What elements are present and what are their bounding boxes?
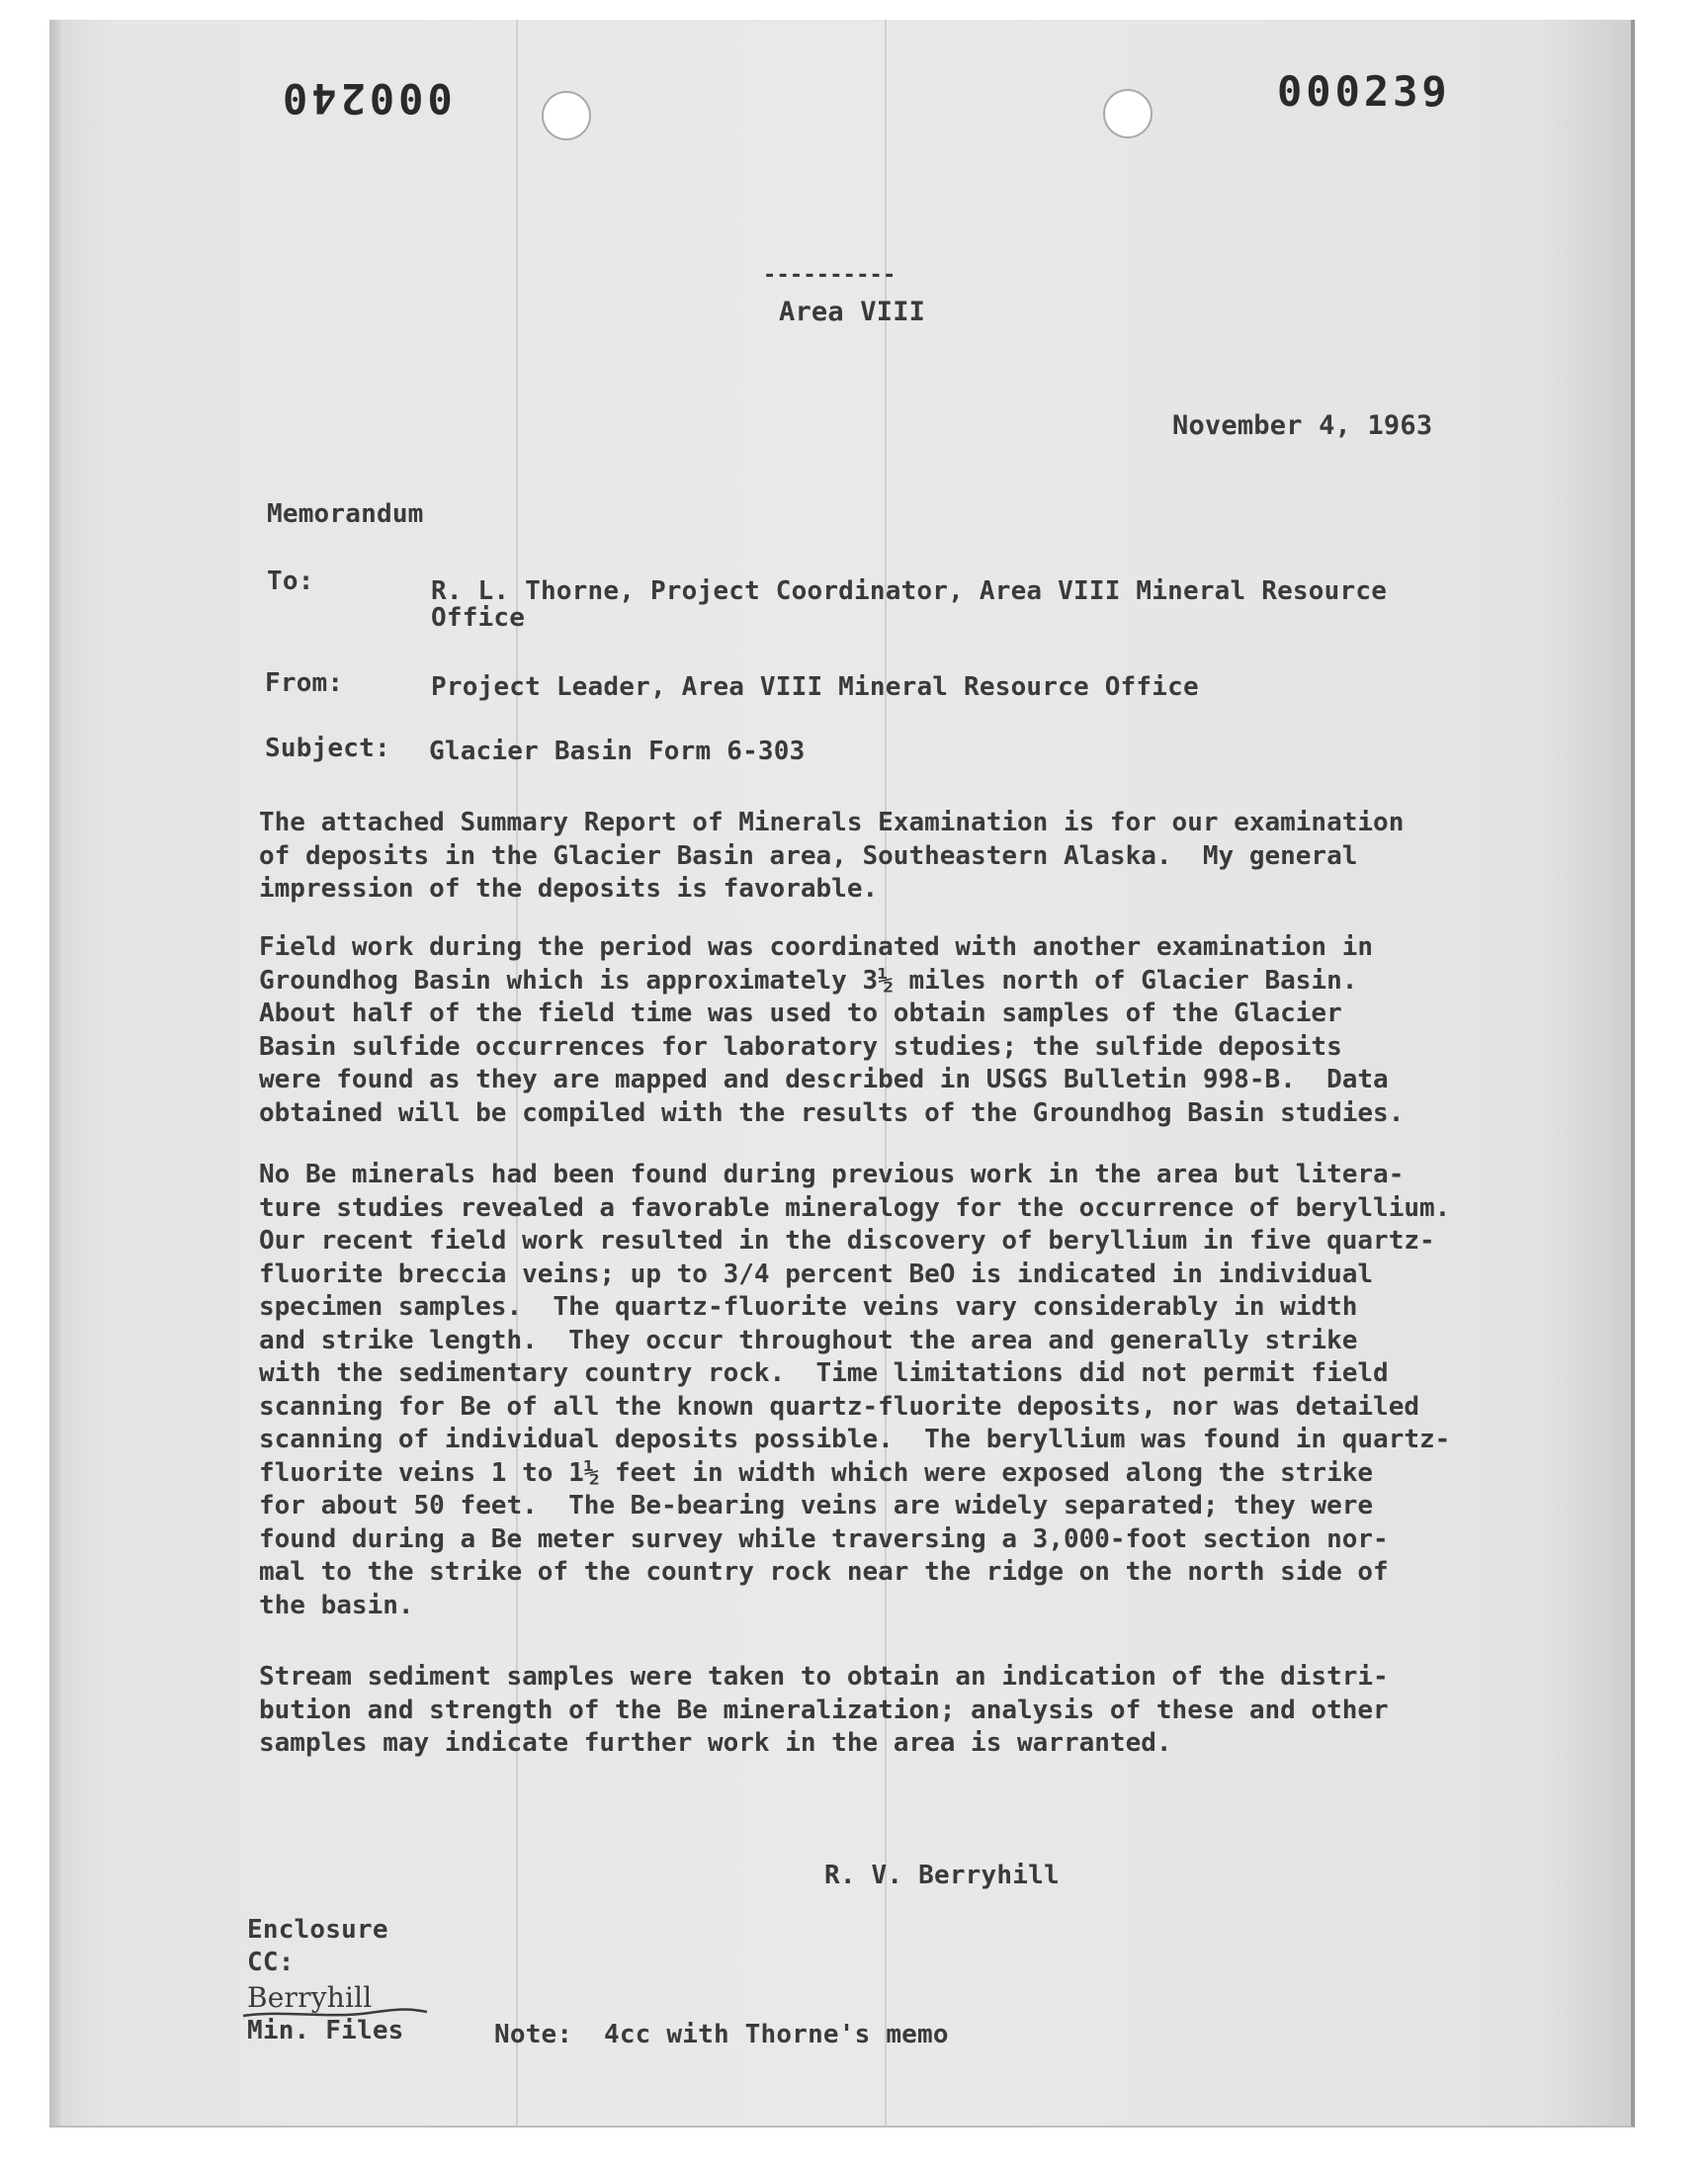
paragraph-stream-samples: Stream sediment samples were taken to obtain an indication of the distri- bution and strength of the Be mineralization; analysis of these and other samples may indicate further work in the area is warranted. xyxy=(259,1662,1389,1758)
enclosure-label: Enclosure xyxy=(247,1915,388,1945)
subject-label: Subject: xyxy=(265,734,390,763)
punch-hole-right xyxy=(1103,89,1153,138)
page-number-stamp: 000239 xyxy=(1277,67,1451,116)
distribution-note: Note: 4cc with Thorne's memo xyxy=(494,2020,949,2049)
paragraph-field-work: Field work during the period was coordinated with another examination in Groundhog Basin which is approximately 3½ miles north of Glacier Basin. About half of the field time was used to obtain samples of the Glacier Basin sulfide occurrences for laboratory studies; the sulfide deposits were found as they are mapped and described in USGS Bulletin 998-B. Data obtained will be compiled with the results of the Groundhog Basin studies. xyxy=(259,932,1405,1128)
memo-type: Memorandum xyxy=(267,499,424,529)
to-value-line2: Office xyxy=(431,603,526,633)
punch-hole-left xyxy=(542,91,591,140)
cc-recipient-handwritten: Berryhill xyxy=(247,1981,373,2014)
from-label: From: xyxy=(265,668,344,698)
from-value: Project Leader, Area VIII Mineral Resource Office xyxy=(431,672,1199,702)
area-heading: Area VIII xyxy=(779,297,926,327)
memo-date: November 4, 1963 xyxy=(1172,410,1433,441)
page-number-stamp-inverted: 000240 xyxy=(279,74,453,123)
subject-value: Glacier Basin Form 6-303 xyxy=(429,737,806,766)
header-separator: ---------- xyxy=(763,263,897,288)
paragraph-beryllium: No Be minerals had been found during previous work in the area but litera- ture studies revealed a favorable mineralogy for the occurrence of beryllium. Our recent field work resulted in the discovery of beryllium in five quartz- fluorite breccia veins; up to 3/4 percent BeO is indicated in individual specimen samples. The quartz-fluorite veins vary considerably in width and strike length. They occur throughout the area and generally strike with the sedimentary country rock. Time limitations did not permit field scanning for Be of all the known quartz-fluorite deposits, nor was detailed scanning of individual deposits possible. The beryllium was found in quartz- fluorite veins 1 to 1½ feet in width which were exposed along the strike for about 50 feet. The Be-bearing veins are widely separated; they were found during a Be meter survey while traversing a 3,000-foot section nor- mal to the strike of the country rock near the ridge on the north side of the basin. xyxy=(259,1160,1451,1620)
to-label: To: xyxy=(267,566,314,596)
paragraph-intro: The attached Summary Report of Minerals Examination is for our examination of deposits in the Glacier Basin area, Southeastern Alaska. My general impression of the deposits is favorable. xyxy=(259,808,1405,904)
min-files-label: Min. Files xyxy=(247,2016,404,2045)
to-value-line1: R. L. Thorne, Project Coordinator, Area VIII Mineral Resource xyxy=(431,576,1388,606)
cc-label: CC: xyxy=(247,1948,295,1977)
signature: R. V. Berryhill xyxy=(824,1861,1060,1890)
page-edge-shadow xyxy=(49,20,61,2126)
